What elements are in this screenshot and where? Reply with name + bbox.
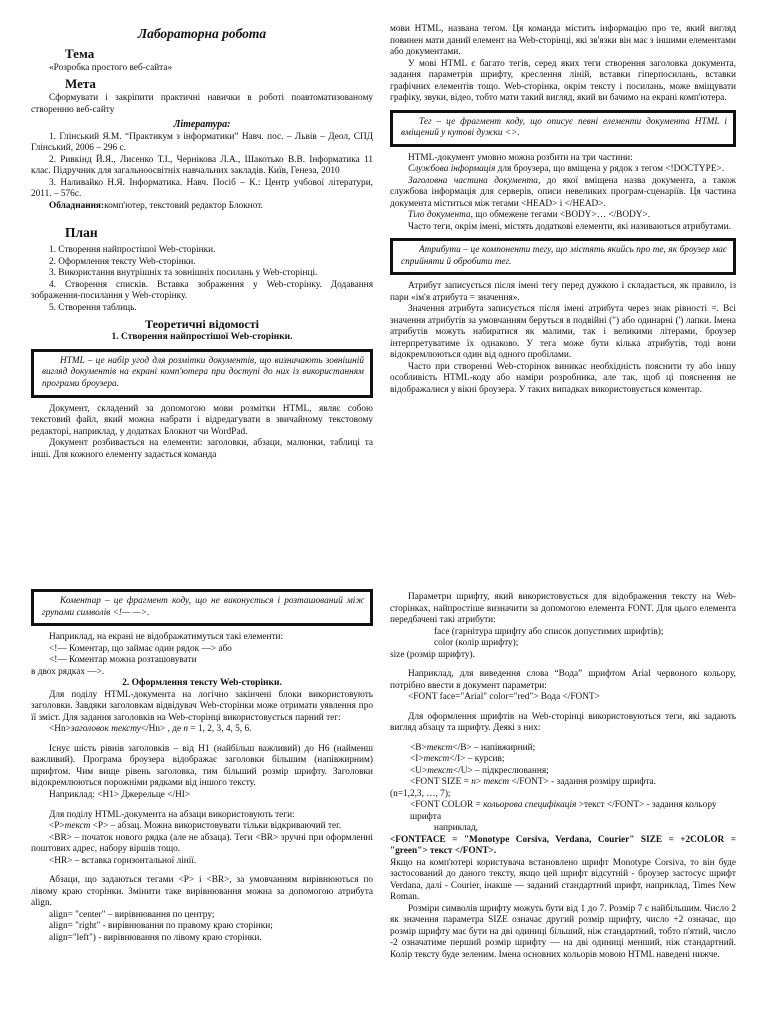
code-line: <!— Коментар, що займає один рядок —> або — [49, 643, 232, 654]
code-line — [31, 724, 373, 736]
code-italic: n — [183, 724, 189, 735]
attribute-item: color (колір шрифту); — [434, 638, 519, 649]
term-text: для броузера, що вміщена у рядок з тегом <!DOCTYPE>. — [495, 164, 725, 175]
code-fragment: <P> — [49, 821, 65, 832]
paragraph: Часто теги, окрім імені, містять додаткові елементи, які називаються атрибутами. — [408, 221, 731, 232]
plan-item: 4. Створення списків. Вставка зображення у Web-сторінку. Додавання зображення-посилання у Web-сторінку. — [31, 279, 373, 302]
align-option: align= "center" – вирівнювання по центру; — [49, 909, 215, 920]
code-fragment: <B> — [410, 742, 427, 753]
paragraph: Наприклад, на екрані не відображатимуться такі елементи: — [49, 632, 284, 643]
paragraph — [390, 176, 736, 211]
code-italic: текст — [64, 821, 91, 832]
section-heading: 2. Оформлення тексту Web-сторінки. — [122, 678, 282, 689]
equipment-text: комп'ютер, текстовий редактор Блокнот. — [104, 200, 263, 211]
code-fragment: </B> – напівжирний; — [452, 742, 536, 753]
code-italic: заголовок тексту — [70, 724, 141, 735]
paragraph: Значення атрибута записується після імені атрибута через знак рівності =. Всі значення атрибутів за умовчанням беруться в подвійні (") або одинарні (') лапки. Імена атрибутів можуть набиратися як малими, так і великими літерами, броузер інтерпретуватиме їх однаково. У тега може бути кілька атрибутів, тоді вони відокремлюються один від одного пробілами. — [390, 304, 736, 361]
code-italic: кольорова специфікація — [483, 800, 577, 811]
term: Службова інформація — [408, 164, 496, 175]
code-fragment: <U> — [410, 765, 428, 776]
paragraph: Для поділу HTML-документа на абзаци використовують теги: — [49, 809, 295, 820]
equipment-label: Обладнання: — [49, 200, 105, 211]
plan-item: 5. Створення таблиць. — [49, 302, 137, 313]
code-line: <!— Коментар можна розташовувати — [49, 655, 197, 666]
code-italic: текст — [426, 742, 453, 753]
meta-text: Сформувати і закріпити практичні навички в роботі поавтоматизованому створенню веб-сайту — [31, 93, 373, 115]
code-fragment: >текст </FONT> - задання кольору шрифта — [410, 800, 717, 822]
term-text: , до якої вміщена назва документа, а також службова інформація для серверів, описи невеликих програм-сценаріїв. Ця частина документа міститься між тегами <HEAD> і </HEAD>. — [390, 175, 736, 209]
paragraph: HTML-документ умовно можна розбити на три частини: — [408, 152, 633, 163]
code-italic: текст — [423, 754, 450, 765]
tag-item — [390, 800, 736, 823]
code-fragment: </FONT> - задання розміру шрифта. — [509, 777, 656, 788]
tema-heading: Тема — [65, 45, 95, 61]
paragraph: Параметри шрифту, який використовується для відображення тексту на Web-сторінках, найпростіше визначити за допомогою елемента FONT. Для цього елемента передбачені такі атрибути: — [390, 592, 736, 626]
paragraph: Розміри символів шрифту можуть бути від 1 до 7. Розмір 7 є найбільшим. Число 2 як значення параметра SIZE означає другий розмір шрифту, число +2 означає, що розмір шрифту має бути на дві одиниці більший, ніж стандартний, тобто п'ятий, число -2 означатиме перший розмір шрифту — на дві одиниці менший, ніж стандартний. Колір тексту буде зеленим. Імена основних кольорів мовою HTML наведені нижче. — [390, 903, 736, 960]
theory-subheading: 1. Створення найпростішої Web-сторінки. — [111, 332, 293, 343]
attribute-definition-text: Атрибути – це компоненти тегу, що містять якийсь про те, як броузер має сприйняти й обробити тег. — [401, 245, 727, 267]
bottom-left-column — [31, 584, 373, 944]
paragraph — [390, 210, 736, 222]
html-definition-box — [31, 349, 373, 398]
tema-text: «Розробка простого веб-сайта» — [49, 62, 173, 73]
attribute-item: size (розмір шрифту). — [390, 649, 475, 660]
term: Тіло документа — [408, 210, 471, 221]
paragraph: Абзаци, що задаються тегами <P> і <BR>, за умовчанням вирівнюються по лівому краю сторінки. Змінити таке вирівнювання можна за допомогою атрибута align. — [31, 875, 373, 909]
tag-item: (n=1,2,3, …, 7); — [390, 788, 451, 799]
code-fragment: </I> – курсив; — [449, 754, 505, 765]
paragraph — [390, 164, 736, 176]
page-bottom — [0, 512, 768, 1024]
plan-heading: План — [65, 224, 98, 240]
paragraph: Наприклад: <H1> Джерельце </HI> — [49, 789, 191, 800]
code-fragment: <FONT COLOR = — [410, 800, 484, 811]
term-text: , що обмежене тегами <BODY>… </BODY>. — [470, 210, 651, 221]
html-definition-text: HTML – це набір угод для розмітки документів, що визначають зовнішній вигляд документів на екрані комп'ютера при доступі до них із використанням програми броузера. — [42, 355, 364, 389]
code-line: <FONT face="Arial" color="red"> Вода </FONT> — [408, 692, 600, 703]
tag-item — [390, 777, 736, 789]
literature-heading: Література: — [173, 118, 231, 130]
paragraph: Для оформлення шрифтів на Web-сторінці використовуються теги, які задають вигляд абзацу та шрифту. Деякі з них: — [390, 711, 736, 734]
tag-definition-box — [390, 110, 736, 147]
tag-item — [390, 754, 736, 766]
equipment-line — [31, 201, 373, 213]
tag-item — [390, 766, 736, 778]
code-fragment: > — [475, 777, 484, 788]
paragraph: <HR> – вставка горизонтальної лінії. — [49, 855, 197, 866]
meta-heading: Мета — [65, 76, 96, 92]
bottom-right-column — [390, 592, 736, 961]
align-option: align="left") - вирівнювання по лівому краю сторінки. — [49, 932, 262, 943]
tag-item — [390, 743, 736, 755]
code-italic: n — [471, 777, 476, 788]
code-fragment: <FONT SIZE = — [410, 777, 472, 788]
code-line: в двох рядках —>. — [31, 666, 105, 677]
example-label: наприклад, — [434, 823, 478, 834]
code-fragment: <I> — [410, 754, 424, 765]
code-italic: текст — [427, 765, 453, 776]
document-title: Лабораторна робота — [137, 26, 267, 41]
paragraph: Для поділу HTML-документа на логічно закінчені блоки використовують заголовки. Завдяки заголовкам відвідувач Web-сторінки може отримати уявлення про її зміст. Для задання заголовків на Web-сторінці використовується парний тег: — [31, 689, 373, 723]
paragraph: У мові HTML є багато тегів, серед яких теги створення заголовка документа, задання параметрів шрифту, креслення ліній, вставки гіперпосилань, вставки графічних елементів тощо. Web-сторінка, окрім тексту і посилань, може вміщувати графіку, звуки, відео, тобто мати такий вигляд, який ви бачимо на екрані комп'ютера. — [390, 58, 736, 104]
paragraph: Документ розбивається на елементи: заголовки, абзаци, малюнки, таблиці та інші. Для кожного елементу задається команда — [31, 438, 373, 460]
plan-item: 3. Використання внутрішніх та зовнішніх посилань у Web-сторінці. — [49, 268, 318, 279]
plan-item: 1. Створення найпростішої Web-сторінки. — [49, 245, 216, 256]
attribute-definition-box — [390, 238, 736, 275]
attribute-item: face (гарнітура шрифту або список допустимих шрифтів); — [434, 626, 664, 637]
paragraph: Існує шість рівнів заголовків – від H1 (найбільш важливий) до H6 (найменш важливий). Програма броузера відображає заголовки більшим (напівжирним) шрифтом. Чим вище рівень заголовка, тим більший розмір шрифту. Заголовки відокремлюються порожніми рядками від іншого тексту. — [31, 743, 373, 789]
tag-definition-text: Тег – це фрагмент коду, що описує певні елементи документа HTML і вміщений у кутові дужки <>. — [401, 116, 727, 139]
plan-item: 2. Оформлення тексту Web-сторінки. — [49, 256, 196, 267]
top-right-column — [390, 24, 736, 396]
paragraph: Наприклад, для виведення слова “Вода” шрифтом Arial червоного кольору, потрібно ввести в документ параметри: — [390, 669, 736, 691]
paragraph — [31, 821, 373, 833]
comment-definition-text: Коментар – це фрагмент коду, що не виконується і розташований між групами символів <!— —>. — [42, 596, 364, 618]
code-fragment: <Hn> — [49, 724, 71, 735]
paragraph: Документ, складений за допомогою мови розмітки HTML, являє собою текстовий файл, який можна набрати і відредагувати в звичайному текстовому редакторі, наприклад, у додатках Блокнот чи WordPad. — [31, 403, 373, 437]
paragraph: Якщо на комп'ютері користувача встановлено шрифт Monotype Corsiva, то він буде застосований до даного тексту, якщо цей шрифт відсутній - броузер застосує шрифт Verdana, далі - Courier, інакше — заданий стандартний шрифт, наприклад, Times New Roman. — [390, 857, 736, 903]
paragraph: <BR> – початок нового рядка (але не абзаца). Теги <BR> зручні при оформленні поштових адрес, набору віршів тощо. — [31, 832, 373, 855]
term: Заголовна частина документа — [408, 175, 538, 186]
code-fragment: </Hn> , де — [140, 724, 184, 735]
top-left-column — [31, 26, 373, 461]
literature-item: 3. Наливайко Н.Я. Інформатика. Навч. Посіб – К.: Центр учбової літератури, 2011. – 576с. — [31, 177, 373, 200]
paragraph: мови HTML, названа тегом. Ця команда містить інформацію про те, який вигляд повинен мати даний елемент на Web-сторінці, які зв'язки він має з іншими елементами або документами. — [390, 24, 736, 58]
code-fragment: = 1, 2, 3, 4, 5, 6. — [188, 724, 252, 735]
example-code: <FONTFACE = "Monotype Corsiva, Verdana, Courier" SIZE = +2COLOR = "green"> текст </FONT>. — [390, 834, 736, 857]
paragraph: Часто при створенні Web-сторінок виникає необхідність пояснити ту або іншу особливість HTML-коду або наміри розробника, але так, щоб ці пояснення не відображалися у вікні броузера. У таких випадках використовується коментар. — [390, 361, 736, 395]
theory-heading: Теоретичні відомості — [145, 317, 259, 332]
code-fragment: <P> – абзац. Можна використовувати тільки відкриваючий тег. — [90, 821, 342, 832]
comment-definition-box — [31, 589, 373, 626]
code-fragment: </U> – підкреслювання; — [452, 765, 549, 776]
align-option: align= "right" - вирівнювання по правому краю сторінки; — [49, 921, 273, 932]
literature-item: 1. Глінський Я.М. “Практикум з інформатики” Навч. пос. – Львів – Деол, СПД Глінський, 2006 – 296 с. — [31, 131, 373, 154]
code-italic: текст — [483, 777, 510, 788]
paragraph: Атрибут записується після імені тегу перед дужкою і складається, як правило, із пари «ім'я атрибута = значення». — [390, 281, 736, 303]
literature-item: 2. Ривкінд Й.Я., Лисенко Т.І., Чернікова Л.А., Шакотько В.В. Інформатика 11 клас. Підручник для загальноосвітніх навчальних закладів. Київ, Генеза, 2010 — [31, 154, 373, 177]
